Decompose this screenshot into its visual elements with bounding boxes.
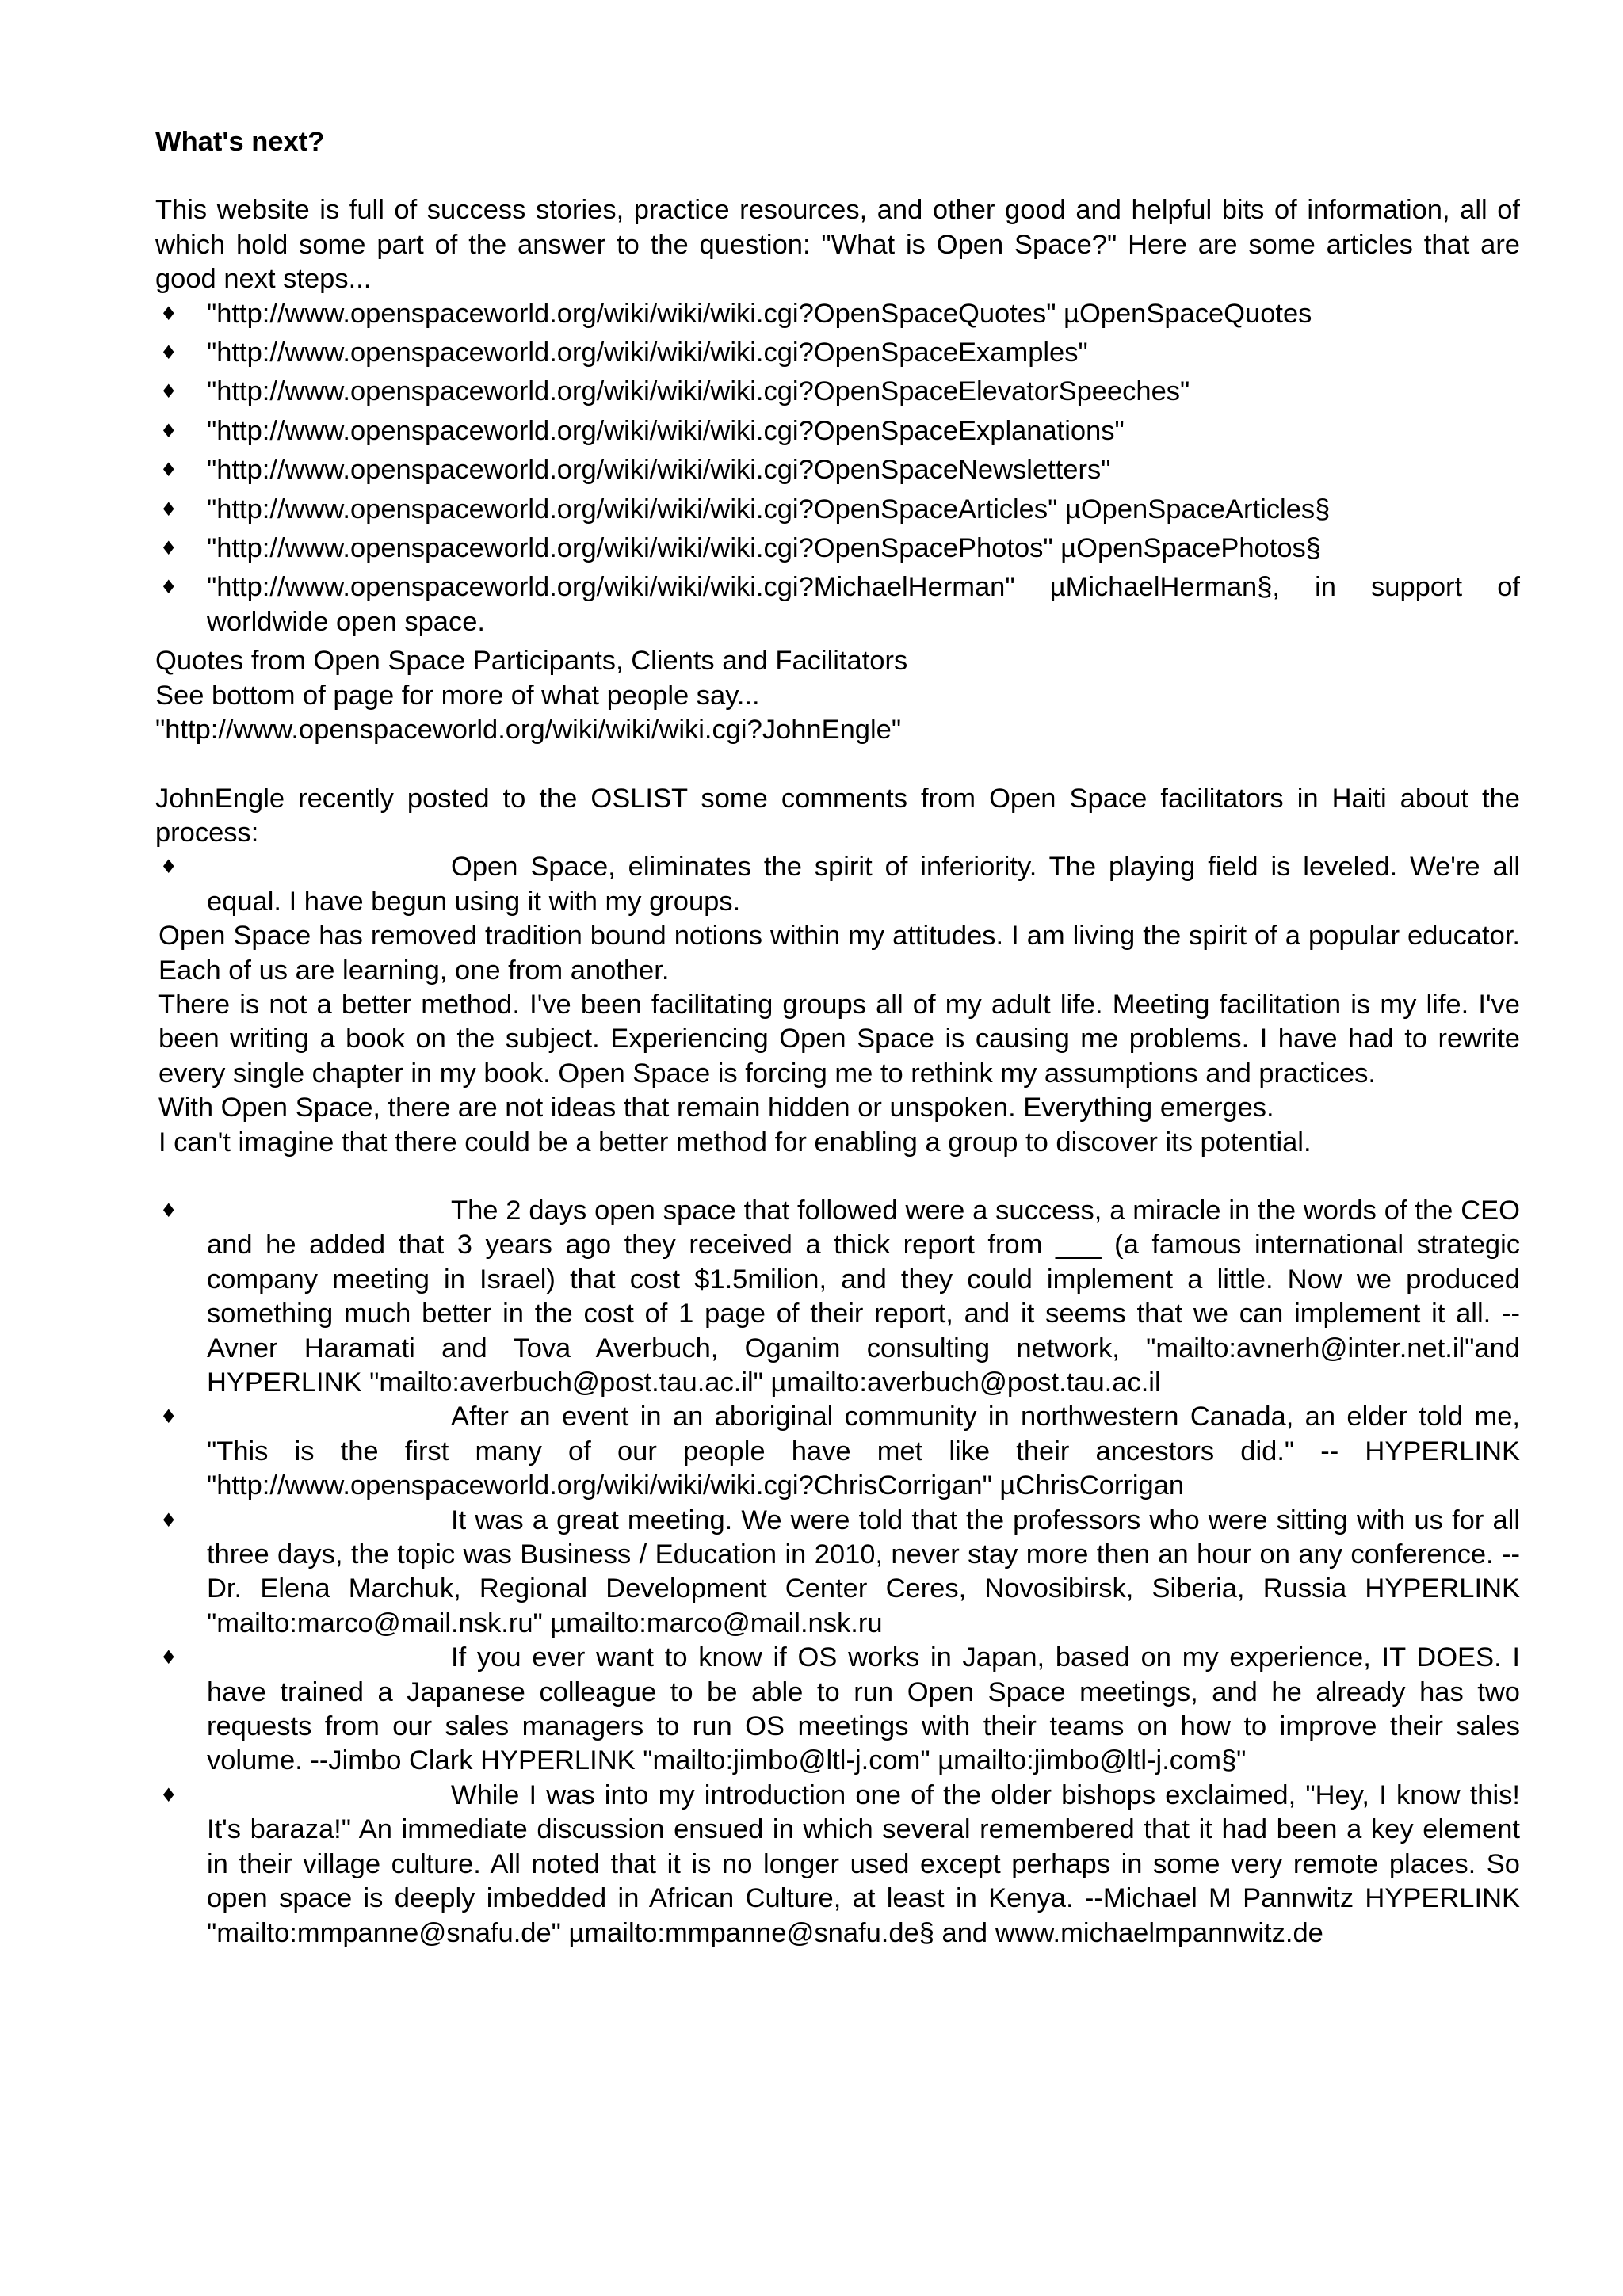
diamond-bullet-icon: ♦ [160,856,178,879]
diamond-bullet-icon: ♦ [160,341,178,364]
haiti-quote: Open Space has removed tradition bound notions within my attitudes. I am living the spirit of a popular educator. Each of us are learning, one from another. [158,921,1520,986]
diamond-bullet-icon: ♦ [160,1646,178,1669]
link-list [155,297,1520,640]
link-text[interactable]: "http://www.openspaceworld.org/wiki/wiki/wiki.cgi?OpenSpaceQuotes" µOpenSpaceQuotes [207,298,1312,329]
link-text[interactable]: "http://www.openspaceworld.org/wiki/wiki/wiki.cgi?OpenSpacePhotos" µOpenSpacePhotos§ [207,533,1321,564]
list-item[interactable] [155,570,1520,639]
diamond-bullet-icon: ♦ [160,498,178,521]
list-item [155,1779,1520,1951]
testimonial-list [155,1194,1520,1951]
spacer [155,1160,1520,1194]
page-heading: What's next? [155,127,325,157]
link-text[interactable]: "http://www.openspaceworld.org/wiki/wiki/wiki.cgi?OpenSpaceExplanations" [207,415,1125,446]
link-text[interactable]: "http://www.openspaceworld.org/wiki/wiki/wiki.cgi?OpenSpaceArticles" µOpenSpaceArticles§ [207,494,1331,524]
diamond-bullet-icon: ♦ [160,1405,178,1428]
johnengle-link[interactable]: "http://www.openspaceworld.org/wiki/wiki/wiki.cgi?JohnEngle" [155,715,902,746]
list-item [155,1504,1520,1642]
list-item [155,1641,1520,1779]
testimonial-text: The 2 days open space that followed were a success, a miracle in the words of the CEO and he added that 3 years ago they received a thick report from ___ (a famous international strategic company meeting in Israel) that cost $1.5milion, and they could implement a little. Now we produced something much better in the cost of 1 page of their report, and it seems that we can implement it all. --Avner Haramati and Tova Averbuch, Oganim consulting network, "mailto:avnerh@inter.net.il"and HYPERLINK "mailto:averbuch@post.tau.ac.il" µmailto:averbuch@post.tau.ac.il [207,1195,1520,1398]
haiti-quote: I can't imagine that there could be a better method for enabling a group to discover its potential. [158,1127,1312,1158]
list-item[interactable] [155,493,1520,527]
link-text[interactable]: "http://www.openspaceworld.org/wiki/wiki/wiki.cgi?MichaelHerman" µMichaelHerman§, in support of worldwide open space. [207,572,1520,637]
testimonial-text: It was a great meeting. We were told that the professors who were sitting with us for all three days, the topic was Business / Education in 2010, never stay more then an hour on any conference. --Dr. Elena Marchuk, Regional Development Center Ceres, Novosibirsk, Siberia, Russia HYPERLINK "mailto:marco@mail.nsk.ru" µmailto:marco@mail.nsk.ru [207,1505,1520,1638]
link-text[interactable]: "http://www.openspaceworld.org/wiki/wiki/wiki.cgi?OpenSpaceExamples" [207,338,1088,368]
quotes-heading: Quotes from Open Space Participants, Clients and Facilitators [155,646,908,677]
quote-text: Open Space, eliminates the spirit of inferiority. The playing field is leveled. We're all equal. I have begun using it with my groups. [207,852,1520,917]
list-item[interactable] [155,453,1520,487]
testimonial-text: While I was into my introduction one of the older bishops exclaimed, "Hey, I know this! It's baraza!" An immediate discussion ensued in which several remembered that it had been a key element in their village culture. All noted that it is no longer used except perhaps in some very remote places. So open space is deeply imbedded in African Culture, at least in Kenya. --Michael M Pannwitz HYPERLINK "mailto:mmpanne@snafu.de" µmailto:mmpanne@snafu.de§ and www.michaelmpannwitz.de [207,1779,1520,1948]
diamond-bullet-icon: ♦ [160,576,178,599]
list-item [155,1400,1520,1503]
list-item[interactable] [155,297,1520,331]
diamond-bullet-icon: ♦ [160,459,178,482]
spacer [155,748,1520,782]
haiti-quote: There is not a better method. I've been facilitating groups all of my adult life. Meeting facilitation is my life. I've been writing a book on the subject. Experiencing Open Space is causing me problems. I have had to rewrite every single chapter in my book. Open Space is forcing me to rethink my assumptions and practices. [158,989,1520,1089]
list-item[interactable] [155,414,1520,448]
diamond-bullet-icon: ♦ [160,537,178,560]
haiti-quote-list [155,850,1520,919]
diamond-bullet-icon: ♦ [160,1508,178,1531]
list-item[interactable] [155,375,1520,409]
list-item [155,850,1520,919]
diamond-bullet-icon: ♦ [160,302,178,325]
testimonial-text: After an event in an aboriginal community in northwestern Canada, an elder told me, "This is the first many of our people have met like their ancestors did." -- HYPERLINK "http://www.openspaceworld.org/wiki/wiki/wiki.cgi?ChrisCorrigan" µChrisCorrigan [207,1402,1520,1501]
intro-paragraph: This website is full of success stories, practice resources, and other good and helpful bits of information, all of which hold some part of the answer to the question: "What is Open Space?" Here are some articles that are good next steps... [155,195,1520,295]
list-item[interactable] [155,532,1520,566]
haiti-intro: JohnEngle recently posted to the OSLIST some comments from Open Space facilitators in Haiti about the process: [155,783,1520,848]
document-page [155,125,1520,1951]
list-item[interactable] [155,336,1520,370]
diamond-bullet-icon: ♦ [160,380,178,403]
testimonial-text: If you ever want to know if OS works in Japan, based on my experience, IT DOES. I have trained a Japanese colleague to be able to run Open Space meetings, and he already has two requests from our sales managers to run OS meetings with their teams on how to improve their sales volume. --Jimbo Clark HYPERLINK "mailto:jimbo@ltl-j.com" µmailto:jimbo@ltl-j.com§" [207,1642,1520,1776]
list-item [155,1194,1520,1400]
diamond-bullet-icon: ♦ [160,419,178,442]
diamond-bullet-icon: ♦ [160,1199,178,1222]
see-bottom-note: See bottom of page for more of what people say... [155,680,760,711]
link-text[interactable]: "http://www.openspaceworld.org/wiki/wiki/wiki.cgi?OpenSpaceNewsletters" [207,455,1111,486]
haiti-quote: With Open Space, there are not ideas that remain hidden or unspoken. Everything emerges. [158,1093,1274,1123]
link-text[interactable]: "http://www.openspaceworld.org/wiki/wiki/wiki.cgi?OpenSpaceElevatorSpeeches" [207,376,1190,407]
diamond-bullet-icon: ♦ [160,1783,178,1806]
